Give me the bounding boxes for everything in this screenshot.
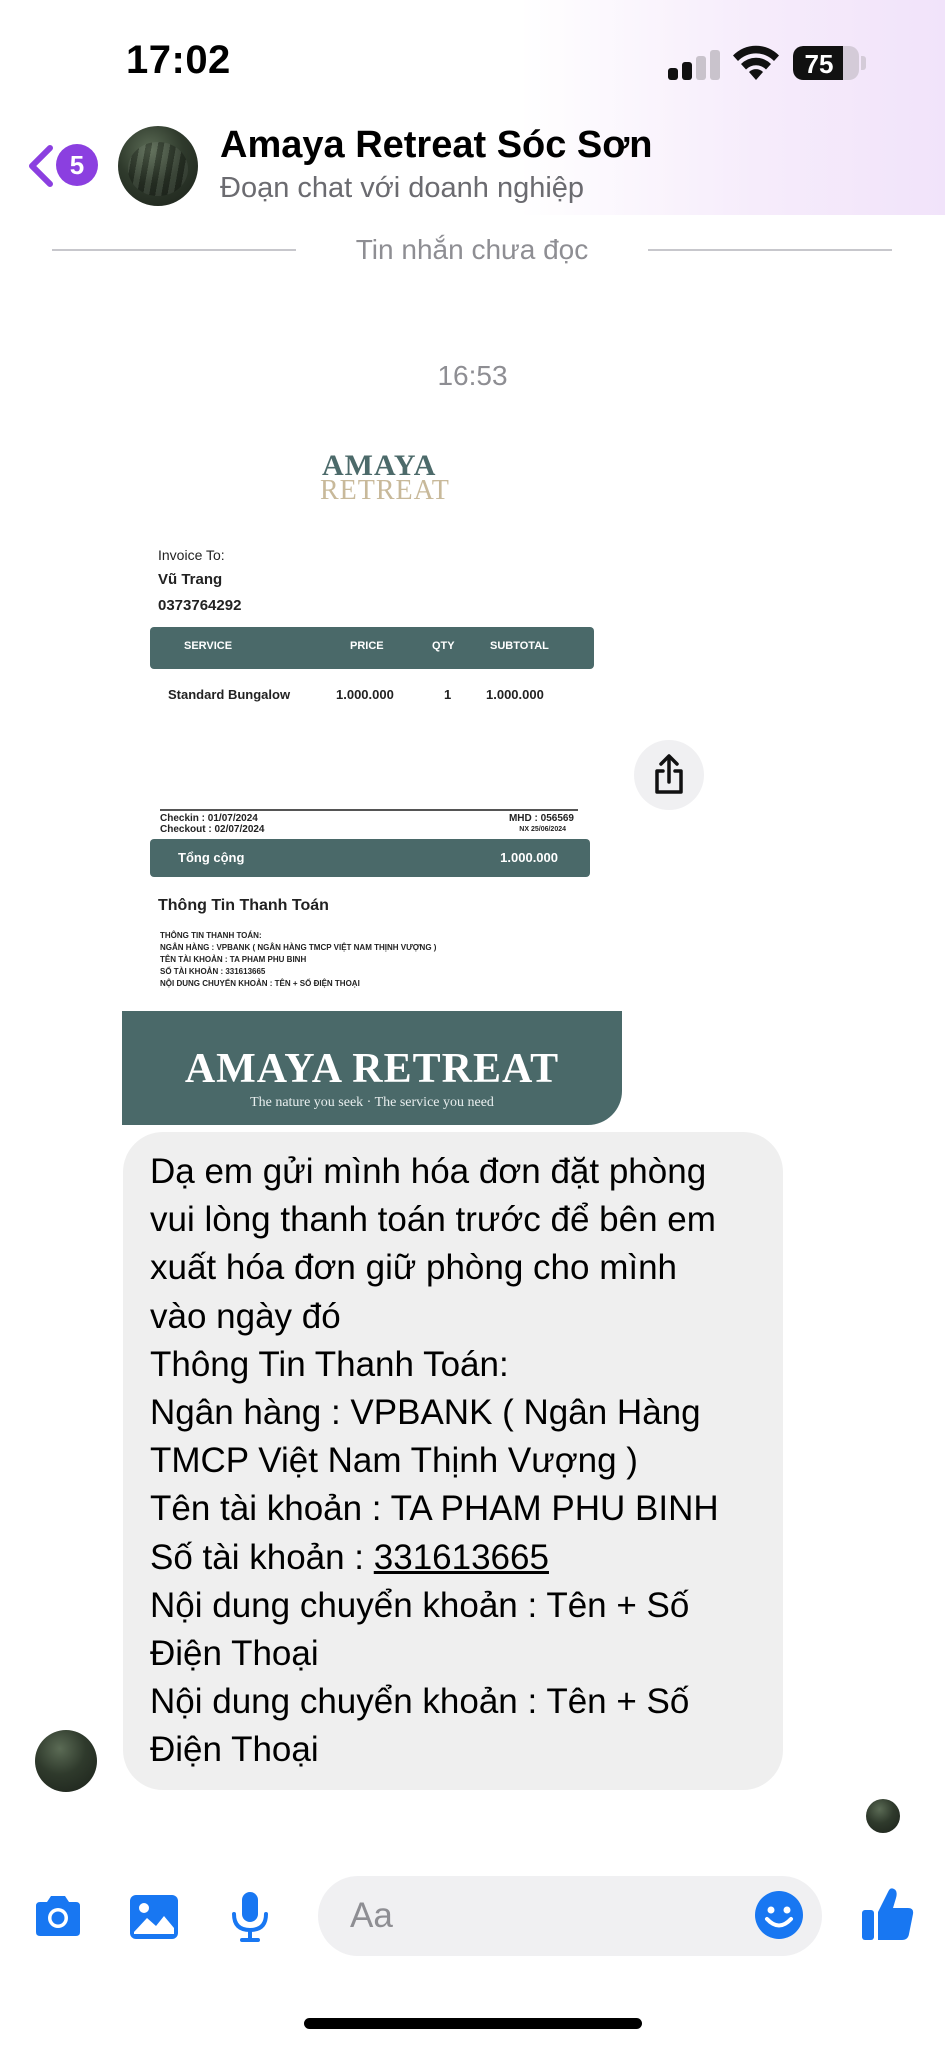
- message-line: Điện Thoại: [150, 1730, 319, 1770]
- invoice-table-header: [150, 627, 594, 669]
- invoice-image[interactable]: [122, 425, 622, 1125]
- chat-title[interactable]: Amaya Retreat Sóc Sơn: [220, 124, 653, 166]
- thumbs-up-icon[interactable]: [860, 1884, 916, 1944]
- message-timestamp: 16:53: [437, 360, 508, 391]
- unread-label: Tin nhắn chưa đọc: [355, 234, 589, 265]
- invoice-col-qty: QTY: [432, 640, 455, 652]
- invoice-payment-line: TÊN TÀI KHOẢN : TA PHAM PHU BINH: [160, 955, 307, 964]
- business-avatar[interactable]: [118, 126, 198, 206]
- message-line: vui lòng thanh toán trước để bên em: [150, 1200, 716, 1240]
- invoice-mhd: MHD : 056569: [508, 813, 574, 824]
- share-icon: [634, 740, 704, 810]
- battery-icon: [793, 46, 859, 80]
- message-bubble[interactable]: [123, 1132, 783, 1790]
- divider-line-right: [648, 249, 892, 251]
- emoji-icon[interactable]: [752, 1888, 806, 1942]
- invoice-payment-line: NGÂN HÀNG : VPBANK ( NGÂN HÀNG TMCP VIỆT NAM THỊNH VƯỢNG ): [160, 943, 437, 952]
- invoice-customer-phone: 0373764292: [158, 597, 242, 614]
- invoice-total-bar: [150, 839, 590, 877]
- status-time: 17:02: [126, 38, 231, 82]
- camera-icon[interactable]: [30, 1890, 86, 1944]
- photo-icon[interactable]: [126, 1890, 182, 1944]
- message-line: Điện Thoại: [150, 1634, 319, 1674]
- chevron-left-icon: [26, 144, 56, 188]
- battery-percentage: 75: [804, 49, 834, 79]
- home-indicator: [304, 2018, 642, 2029]
- invoice-row-subtotal: 1.000.000: [486, 687, 544, 702]
- invoice-row-qty: 1: [444, 687, 452, 702]
- invoice-col-service: SERVICE: [184, 640, 233, 652]
- battery-nub: [861, 56, 866, 70]
- message-line: Nội dung chuyển khoản : Tên + Số: [150, 1682, 690, 1722]
- unread-count-badge: 5: [56, 144, 98, 186]
- microphone-icon[interactable]: [222, 1890, 278, 1944]
- back-button[interactable]: [26, 140, 102, 190]
- invoice-checkin: Checkin : 01/07/2024: [160, 813, 258, 824]
- invoice-logo-bottom: RETREAT: [320, 475, 450, 506]
- chat-subtitle: Đoạn chat với doanh nghiệp: [220, 172, 585, 204]
- message-line: Nội dung chuyển khoản : Tên + Số: [150, 1585, 690, 1625]
- invoice-rule: [160, 809, 578, 811]
- seen-receipt-avatar: [866, 1799, 900, 1833]
- invoice-customer-name: Vũ Trang: [158, 571, 223, 588]
- invoice-payment-line: NỘI DUNG CHUYỂN KHOẢN : TÊN + SỐ ĐIỆN THOẠI: [160, 979, 360, 988]
- invoice-nx: NX 25/06/2024: [519, 826, 566, 833]
- invoice-row-price: 1.000.000: [336, 687, 394, 702]
- message-line: Tên tài khoản : TA PHAM PHU BINH: [150, 1489, 719, 1529]
- wifi-icon: [732, 44, 780, 82]
- invoice-row-service: Standard Bungalow: [168, 687, 291, 702]
- invoice-checkout: Checkout : 02/07/2024: [160, 824, 265, 835]
- message-input[interactable]: [318, 1876, 822, 1956]
- invoice-footer-subtitle: The nature you seek · The service you need: [250, 1095, 494, 1110]
- invoice-logo-top: AMAYA: [322, 449, 437, 482]
- message-account-line: [150, 1534, 757, 1582]
- invoice-col-price: PRICE: [350, 640, 384, 652]
- invoice-footer-title: AMAYA RETREAT: [184, 1046, 560, 1092]
- share-button[interactable]: [634, 740, 704, 810]
- message-line: Ngân hàng : VPBANK ( Ngân Hàng: [150, 1393, 701, 1433]
- message-line: vào ngày đó: [150, 1296, 341, 1336]
- invoice-col-subtotal: SUBTOTAL: [490, 640, 549, 652]
- message-line: xuất hóa đơn giữ phòng cho mình: [150, 1248, 678, 1288]
- invoice-payment-line: SỐ TÀI KHOẢN : 331613665: [160, 967, 266, 976]
- account-number-link[interactable]: 331613665: [373, 1537, 549, 1577]
- message-line: Dạ em gửi mình hóa đơn đặt phòng: [150, 1152, 707, 1191]
- cellular-signal-icon: [668, 48, 722, 80]
- invoice-payment-line: THÔNG TIN THANH TOÁN:: [160, 931, 262, 940]
- unread-divider: [52, 234, 892, 268]
- message-line: TMCP Việt Nam Thịnh Vượng ): [150, 1441, 638, 1481]
- invoice-total-label: Tổng cộng: [178, 850, 245, 865]
- account-label: Số tài khoản :: [150, 1537, 374, 1577]
- sender-avatar[interactable]: [35, 1730, 97, 1792]
- invoice-to-label: Invoice To:: [158, 547, 225, 563]
- message-line: Thông Tin Thanh Toán:: [150, 1344, 509, 1384]
- message-input-placeholder: Aa: [350, 1896, 393, 1935]
- invoice-payment-title: Thông Tin Thanh Toán: [158, 897, 329, 914]
- invoice-total-value: 1.000.000: [500, 850, 558, 865]
